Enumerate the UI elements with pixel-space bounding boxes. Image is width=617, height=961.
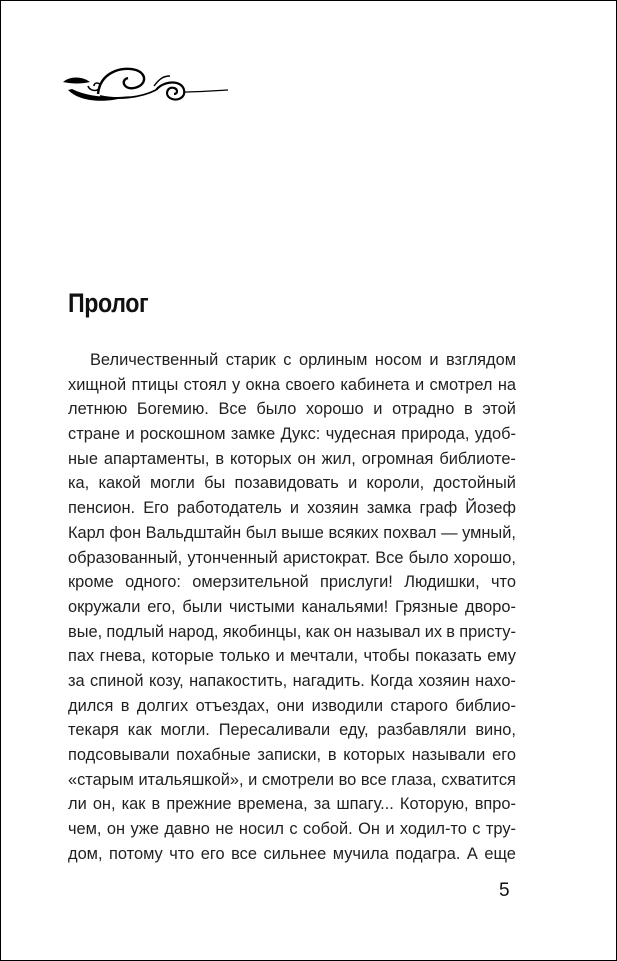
text-line: чем, он уже давно не носил с собой. Он и ходил-то с тру- <box>68 820 516 839</box>
text-line: за спиной козу, напакостить, нагадить. Когда хозяин нахо- <box>68 671 516 690</box>
text-line: текаря как могли. Пересаливали еду, разбавляли вино, <box>68 721 516 740</box>
text-line: ные апартаменты, в которых он жил, огромная библиоте- <box>68 449 516 468</box>
text-line: пенсион. Его работодатель и хозяин замка граф Йозеф <box>68 499 516 518</box>
chapter-title: Пролог <box>68 288 149 318</box>
text-line: кроме одного: омерзительной прислуги! Людишки, что <box>68 573 516 592</box>
text-line: пах гнева, которые только и мечтали, чтобы показать ему <box>68 647 516 666</box>
text-line: Карл фон Вальдштайн был выше всяких похвал — умный, <box>68 523 516 542</box>
text-line: ли он, как в прежние времена, за шпагу... Которую, впро- <box>68 795 516 814</box>
text-line: вые, подлый народ, якобинцы, как он называл их в присту- <box>68 622 516 641</box>
text-line: ка, какой могли бы позавидовать и короли, достойный <box>68 474 516 493</box>
text-line: окружали его, были чистыми канальями! Грязные дворо- <box>68 597 516 616</box>
text-line: стране и роскошном замке Дукс: чудесная природа, удоб- <box>68 425 516 444</box>
text-line: дился в долгих отъездах, они изводили старого библио- <box>68 696 516 715</box>
text-line: хищной птицы стоял у окна своего кабинета и смотрел на <box>68 375 516 394</box>
body-text <box>68 348 516 866</box>
text-line: образованный, утонченный аристократ. Все было хорошо, <box>68 548 516 567</box>
text-line: летнюю Богемию. Все было хорошо и отрадно в этой <box>68 400 516 419</box>
text-line: «старым итальяшкой», и смотрели во все глаза, схватится <box>68 770 516 789</box>
text-line: Величественный старик с орлиным носом и взглядом <box>90 351 516 369</box>
flourish-ornament-icon <box>60 62 230 112</box>
text-line: дом, потому что его все сильнее мучила подагра. А еще <box>68 844 516 863</box>
page-number: 5 <box>499 880 510 901</box>
text-line: подсовывали похабные записки, в которых называли его <box>68 746 516 764</box>
